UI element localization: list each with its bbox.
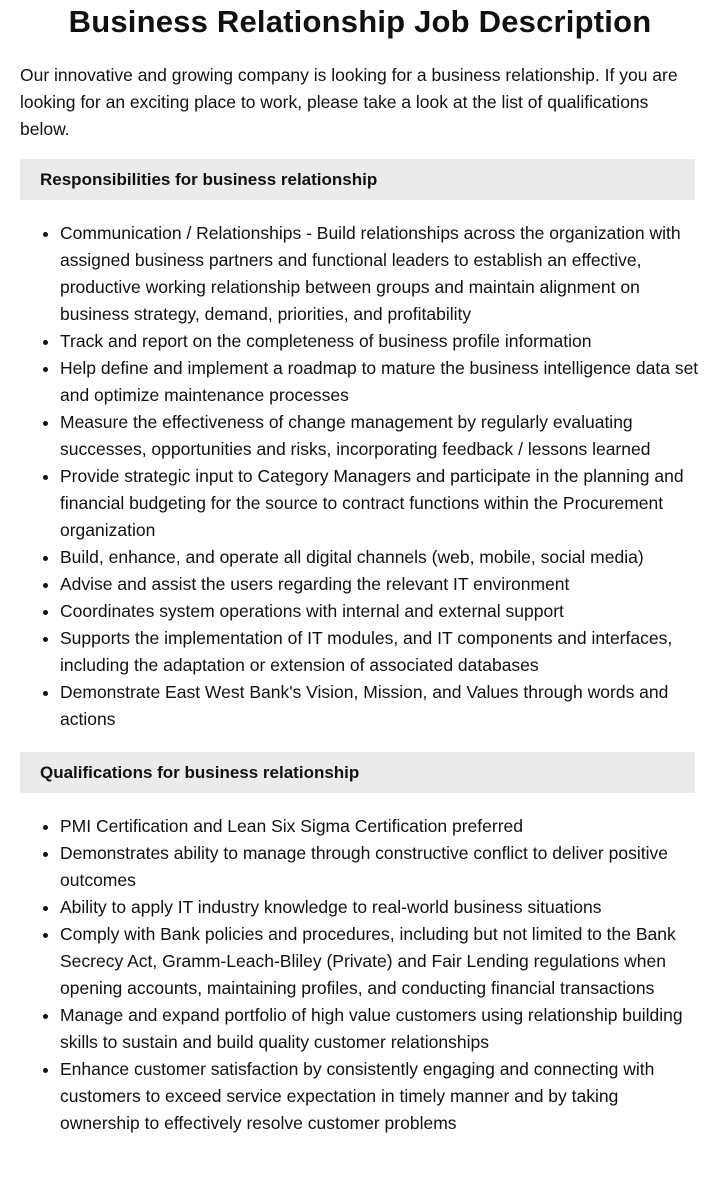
list-item: • Demonstrates ability to manage through constructive conflict to deliver positive outcomes [60, 840, 700, 894]
qualifications-list [20, 813, 700, 1137]
list-item: • Communication / Relationships - Build relationships across the organization with assigned business partners and functional leaders to establish an effective, productive working relationship between groups and maintain alignment on business strategy, demand, priorities, and profitability [60, 220, 700, 328]
list-item: • Enhance customer satisfaction by consistently engaging and connecting with customers to exceed service expectation in timely manner and by taking ownership to effectively resolve customer problems [60, 1056, 700, 1137]
list-item: • Ability to apply IT industry knowledge to real-world business situations [60, 894, 700, 921]
page-title: Business Relationship Job Description [68, 4, 652, 39]
list-item: • PMI Certification and Lean Six Sigma Certification preferred [60, 813, 700, 840]
responsibilities-list [20, 220, 700, 733]
list-item: • Build, enhance, and operate all digital channels (web, mobile, social media) [60, 544, 700, 571]
list-item: • Demonstrate East West Bank's Vision, Mission, and Values through words and actions [60, 679, 700, 733]
list-item: • Track and report on the completeness of business profile information [60, 328, 700, 355]
list-item: • Manage and expand portfolio of high value customers using relationship building skills to sustain and build quality customer relationships [60, 1002, 700, 1056]
list-item: • Supports the implementation of IT modules, and IT components and interfaces, including the adaptation or extension of associated databases [60, 625, 700, 679]
list-item: • Advise and assist the users regarding the relevant IT environment [60, 571, 700, 598]
list-item: • Help define and implement a roadmap to mature the business intelligence data set and optimize maintenance processes [60, 355, 700, 409]
qualifications-heading: Qualifications for business relationship [20, 752, 695, 793]
list-item: • Coordinates system operations with internal and external support [60, 598, 700, 625]
intro-text: Our innovative and growing company is looking for a business relationship. If you are looking for an exciting place to work, please take a look at the list of qualifications below. [20, 65, 678, 139]
list-item: • Provide strategic input to Category Managers and participate in the planning and financial budgeting for the source to contract functions within the Procurement organization [60, 463, 700, 544]
list-item: • Measure the effectiveness of change management by regularly evaluating successes, opportunities and risks, incorporating feedback / lessons learned [60, 409, 700, 463]
responsibilities-heading: Responsibilities for business relationship [20, 159, 695, 200]
list-item: • Comply with Bank policies and procedures, including but not limited to the Bank Secrecy Act, Gramm-Leach-Bliley (Private) and Fair Lending regulations when opening accounts, maintaining profiles, and conducting financial transactions [60, 921, 700, 1002]
